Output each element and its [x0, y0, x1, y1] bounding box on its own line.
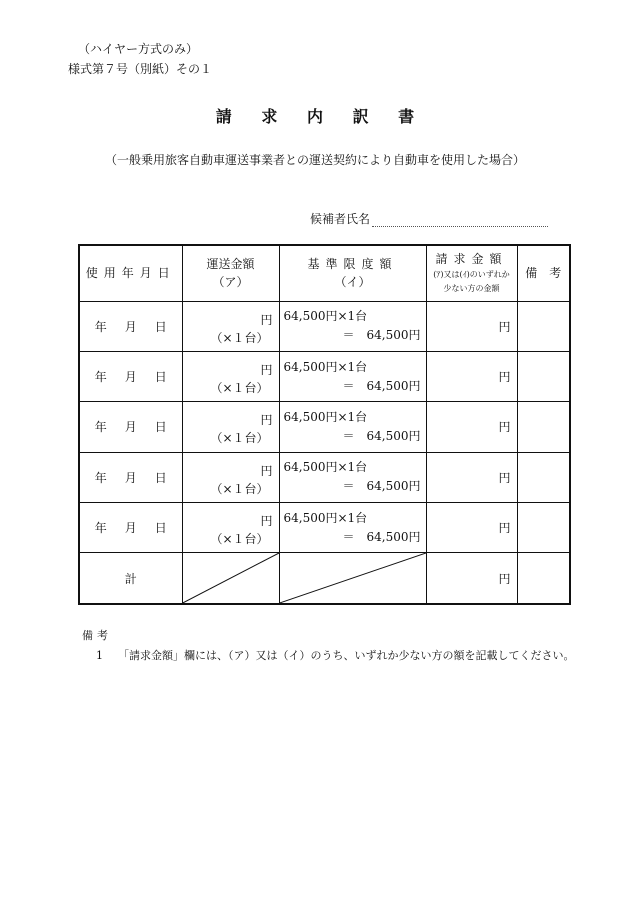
remarks-cell[interactable] — [517, 452, 570, 502]
header-limit-label: 基準限度額 — [307, 257, 398, 272]
limit-cell: 64,500円×1台 ＝ 64,500円 — [279, 352, 426, 402]
limit-cell: 64,500円×1台 ＝ 64,500円 — [279, 452, 426, 502]
claim-cell[interactable]: 円 — [426, 352, 517, 402]
document-title — [0, 104, 630, 127]
date-cell[interactable]: 年 月 日 — [79, 452, 182, 502]
table-row — [79, 352, 570, 402]
claim-cell[interactable]: 円 — [426, 402, 517, 452]
total-limit-slashed — [279, 553, 426, 604]
diagonal-slash — [280, 553, 426, 603]
total-row — [79, 553, 570, 604]
date-cell[interactable]: 年 月 日 — [79, 352, 182, 402]
limit-cell: 64,500円×1台 ＝ 64,500円 — [279, 502, 426, 552]
candidate-name-field[interactable] — [310, 210, 548, 227]
total-fare-slashed — [182, 553, 279, 604]
notes-heading: 備考 — [82, 629, 112, 642]
note-text: 「請求金額」欄には、（ア）又は（イ）のうち、いずれか少ない方の額を記載してください。 — [118, 649, 575, 662]
fare-cell[interactable]: 円 （×１台） — [182, 301, 279, 351]
header-limit — [279, 245, 426, 301]
candidate-name-line[interactable] — [372, 225, 548, 227]
date-cell[interactable]: 年 月 日 — [79, 402, 182, 452]
title-char: 求 — [261, 107, 278, 126]
note-number: 1 — [96, 649, 103, 662]
note-item — [96, 647, 575, 663]
claim-cell[interactable]: 円 — [426, 301, 517, 351]
date-cell[interactable]: 年 月 日 — [79, 301, 182, 351]
header-claim — [426, 245, 517, 301]
claim-cell[interactable]: 円 — [426, 502, 517, 552]
remarks-cell[interactable] — [517, 402, 570, 452]
fare-cell[interactable]: 円 （×１台） — [182, 452, 279, 502]
document-subtitle: （一般乗用旅客自動車運送事業者との運送契約により自動車を使用した場合） — [104, 153, 525, 167]
limit-cell: 64,500円×1台 ＝ 64,500円 — [279, 402, 426, 452]
title-char: 請 — [215, 107, 232, 126]
title-char: 書 — [398, 107, 415, 126]
limit-cell: 64,500円×1台 ＝ 64,500円 — [279, 301, 426, 351]
claim-cell[interactable]: 円 — [426, 452, 517, 502]
remarks-cell[interactable] — [517, 352, 570, 402]
table-header-row — [79, 245, 570, 301]
header-limit-mark: （イ） — [334, 275, 371, 290]
fare-cell[interactable]: 円 （×１台） — [182, 502, 279, 552]
header-remarks: 備 考 — [517, 245, 570, 301]
table-row — [79, 402, 570, 452]
table-row — [79, 301, 570, 351]
header-fare — [182, 245, 279, 301]
title-char: 内 — [306, 107, 323, 126]
form-number: 様式第７号（別紙）その１ — [68, 62, 213, 76]
header-fare-mark: （ア） — [212, 275, 249, 290]
fare-cell[interactable]: 円 （×１台） — [182, 402, 279, 452]
form-scope-note: （ハイヤー方式のみ） — [78, 42, 199, 56]
diagonal-slash — [183, 553, 279, 603]
fare-cell[interactable]: 円 （×１台） — [182, 352, 279, 402]
header-claim-label: 請求金額 — [435, 252, 508, 267]
title-char: 訳 — [352, 107, 369, 126]
claim-breakdown-table — [78, 244, 571, 605]
table-row — [79, 452, 570, 502]
header-date: 使用年月日 — [79, 245, 182, 301]
header-claim-note2: 少ない方の金額 — [443, 284, 500, 294]
date-cell[interactable]: 年 月 日 — [79, 502, 182, 552]
total-label: 計 — [79, 553, 182, 604]
table-row — [79, 502, 570, 552]
remarks-cell[interactable] — [517, 301, 570, 351]
header-claim-note1: (ｱ)又は(ｲ)のいずれか — [433, 270, 510, 280]
header-fare-label: 運送金額 — [206, 257, 255, 272]
candidate-name-label: 候補者氏名 — [310, 212, 371, 226]
total-claim-cell[interactable]: 円 — [426, 553, 517, 604]
remarks-cell[interactable] — [517, 502, 570, 552]
total-remarks-cell[interactable] — [517, 553, 570, 604]
